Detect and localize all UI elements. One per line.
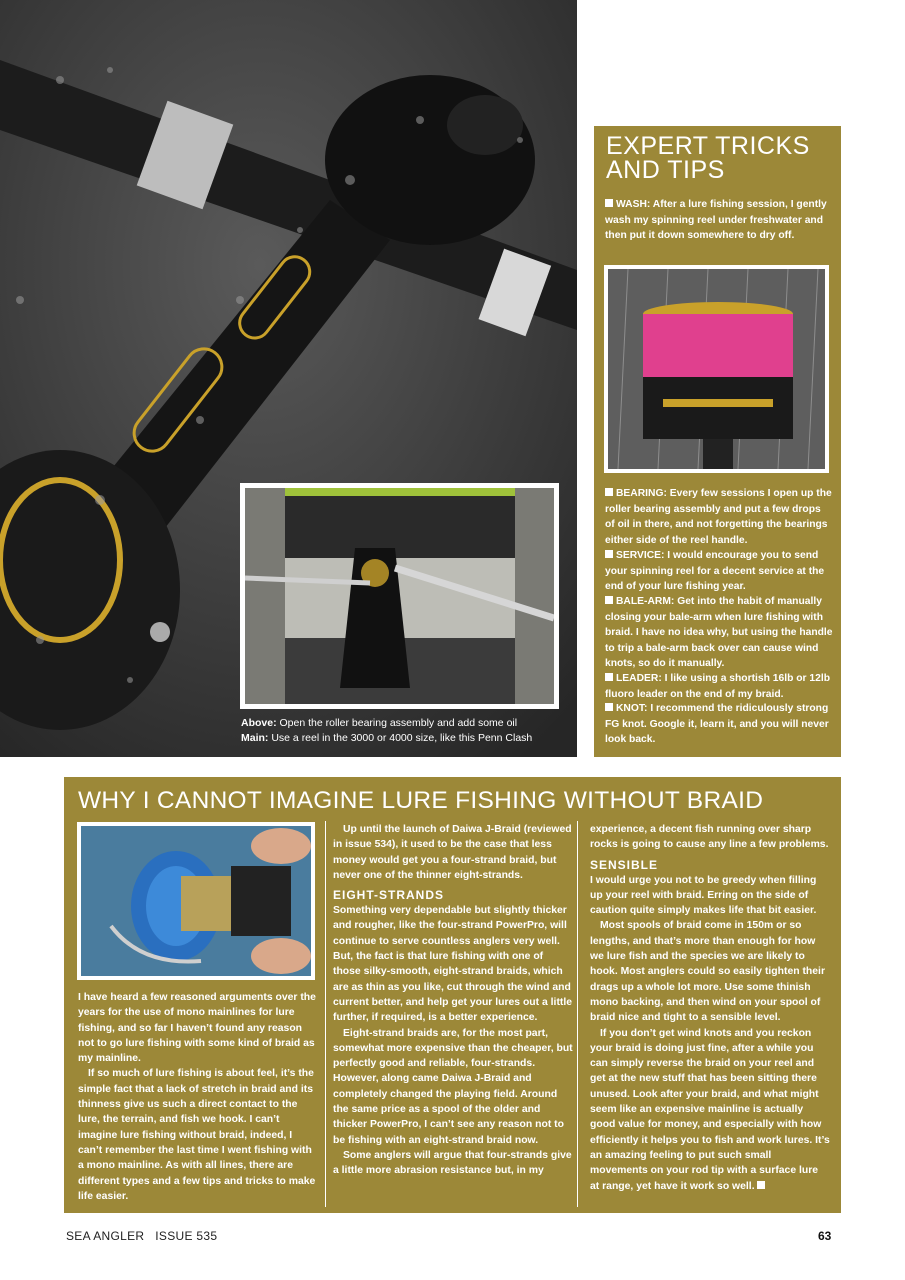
bullet-square-icon <box>605 703 613 711</box>
article-title: WHY I CANNOT IMAGINE LURE FISHING WITHOUT BRAID <box>78 787 764 814</box>
bullet-square-icon <box>605 488 613 496</box>
section-heading: SENSIBLE <box>590 857 659 872</box>
bullet-square-icon <box>605 199 613 207</box>
caption-above-label: Above: <box>241 717 277 729</box>
paragraph: Some anglers will argue that four-strands give a little more abrasion resistance but, in my <box>333 1149 572 1177</box>
column-divider <box>325 821 326 1207</box>
bullet-square-icon <box>605 673 613 681</box>
paragraph: I would urge you not to be greedy when filling up your reel with braid. Erring on the side of caution quite simply makes life that bit easier. <box>590 874 817 917</box>
caption-main-text: Use a reel in the 3000 or 4000 size, like this Penn Clash <box>271 732 533 744</box>
page-number: 63 <box>818 1229 832 1243</box>
article-column-1 <box>78 990 318 1204</box>
end-mark-icon <box>757 1181 765 1189</box>
tip-service: SERVICE: I would encourage you to send your spinning reel for a decent service at the end of your lure fishing year. <box>605 550 825 592</box>
caption-above-text: Open the roller bearing assembly and add some oil <box>279 717 518 729</box>
caption-main-label: Main: <box>241 732 269 744</box>
magazine-name: SEA ANGLER <box>66 1229 145 1243</box>
paragraph: If so much of lure fishing is about feel, it’s the simple fact that a lack of stretch in braid and its thinness give us such a direct contact to the lure, the terrain, and fish we hook. I can’t imagine lure fishing without braid, indeed, I can’t remember the last time I went fishing with a mono mainline. As with all lines, there are different types and a few tips and tricks to make life easier. <box>78 1068 316 1202</box>
tip-leader: LEADER: I like using a shortish 16lb or 12lb fluoro leader on the end of my braid. <box>605 673 830 700</box>
footer-magazine-info <box>66 1229 217 1243</box>
paragraph: Up until the launch of Daiwa J-Braid (reviewed in issue 534), it used to be the case that less money would get you a four-strand braid, but never one of the thinner eight-strands. <box>333 824 572 881</box>
inset-photo-roller-bearing <box>240 483 559 709</box>
paragraph: experience, a decent fish running over sharp rocks is going to cause any line a few problems. <box>590 824 829 851</box>
spinning-reel-photo <box>77 822 315 980</box>
expert-tips-title <box>606 134 810 182</box>
column-divider <box>577 821 578 1207</box>
wash-reel-photo <box>604 265 829 473</box>
tip-wash: WASH: After a lure fishing session, I gently wash my spinning reel under freshwater and then put it down somewhere to dry off. <box>605 199 827 241</box>
paragraph: If you don’t get wind knots and you reckon your braid is doing just fine, after a while you can simply reverse the braid on your reel and get at the new stuff that has been sitting there unused. Look after your braid, and what might seem like an expensive mainline is actually good value for money, and especially with how efficiently it helps you to fish and work lures. It’s an amazing feeling to put such small movements on your rod tip with a surface lure at range, yet have it work so well. <box>590 1027 830 1192</box>
tip-knot: KNOT: I recommend the ridiculously strong FG knot. Google it, learn it, and you will never look back. <box>605 703 829 745</box>
paragraph: Eight-strand braids are, for the most part, somewhat more expensive than the cheaper, but perfectly good and reliable, four-strands. However, along came Daiwa J-Braid and completely changed the playing field. Around the same price as a spool of the older and thicker PowerPro, I can’t see any reason not to be fishing with an eight-strand braid now. <box>333 1027 573 1146</box>
photo-caption <box>241 716 571 746</box>
issue-number: ISSUE 535 <box>155 1229 218 1243</box>
section-heading: EIGHT-STRANDS <box>333 888 445 903</box>
tip-bearing: BEARING: Every few sessions I open up the roller bearing assembly and put a few drops of oil in there, and not forgetting the bearings either side of the reel handle. <box>605 488 832 546</box>
expert-title-line-2: AND TIPS <box>606 156 725 184</box>
tip-bale-arm: BALE-ARM: Get into the habit of manually closing your bale-arm when lure fishing with braid. I have no idea why, but using the handle to trip a bale-arm back over can cause wind knots, so do it manually. <box>605 596 833 669</box>
paragraph: I have heard a few reasoned arguments over the years for the use of mono mainlines for lure fishing, and so far I haven’t found any reason not to go lure fishing with some kind of braid as my mainline. <box>78 992 316 1065</box>
bullet-square-icon <box>605 596 613 604</box>
expert-title-line-1: EXPERT TRICKS <box>606 132 810 160</box>
paragraph: Most spools of braid come in 150m or so lengths, and that’s more than enough for how we lure fish and the species we are likely to hook. Most anglers could so easily tighten their drags up a whole lot more. Use some thinish mono backing, and then wind on your spool of braid nice and tight to a sensible level. <box>590 920 825 1024</box>
article-column-2 <box>333 822 573 1179</box>
article-column-3 <box>590 822 830 1194</box>
bullet-square-icon <box>605 550 613 558</box>
paragraph: Something very dependable but slightly thicker and rougher, like the four-strand PowerPro, will continue to serve countless anglers very well. But, the fact is that lure fishing with one of those silky-smooth, eight-strand braids, which are as thin as you like, cut through the wind and current better, and help get your lures out a little further, if required, is a better experience. <box>333 905 573 1024</box>
